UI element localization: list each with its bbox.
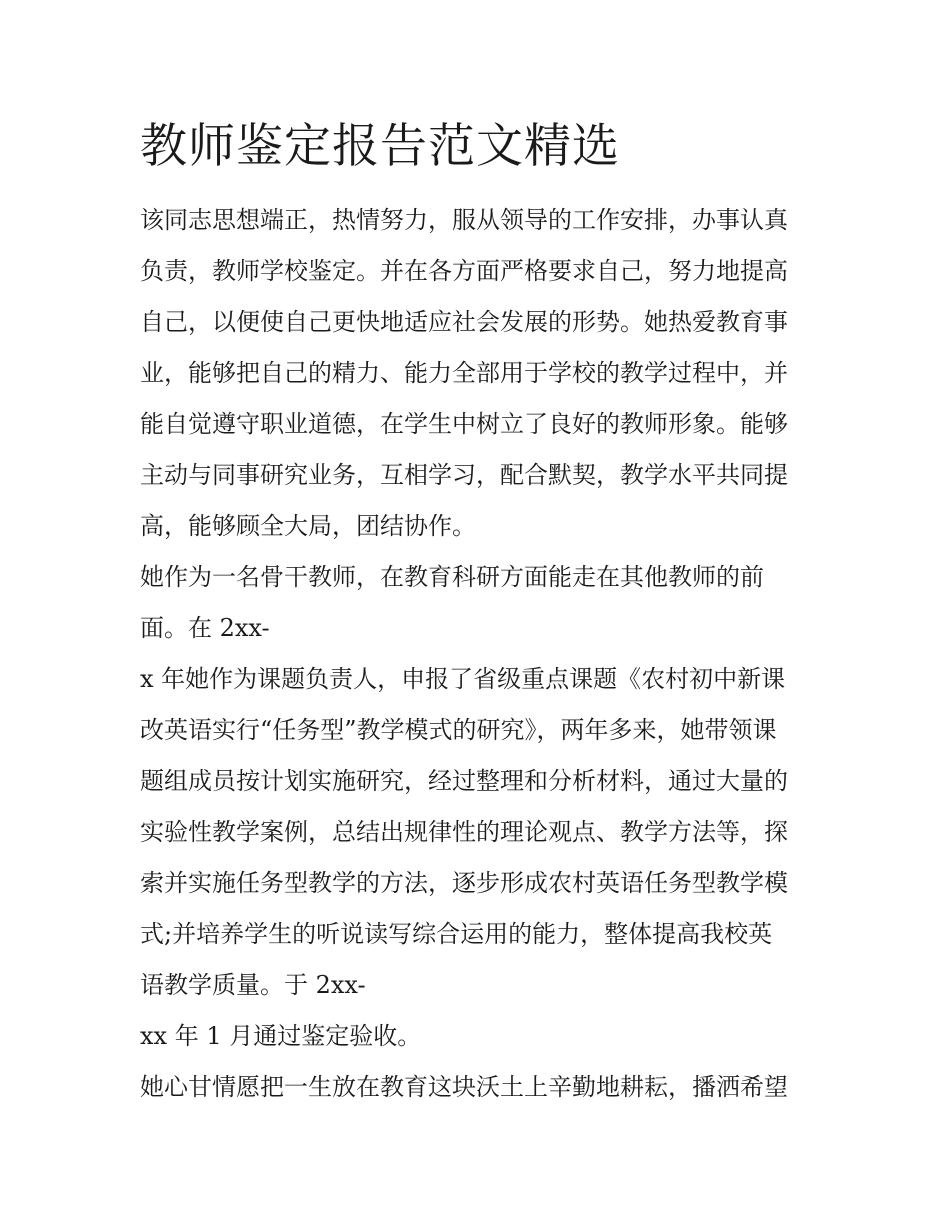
body-line: 改英语实行“任务型”教学模式的研究》，两年多来，她带领课 <box>140 716 777 744</box>
body-line: 面。在 2xx- <box>140 614 270 642</box>
body-line: 式;并培养学生的听说读写综合运用的能力，整体提高我校英 <box>140 920 773 948</box>
body-line: 她作为一名骨干教师，在教育科研方面能走在其他教师的前 <box>140 563 764 591</box>
body-line: 主动与同事研究业务，互相学习，配合默契，教学水平共同提 <box>140 461 788 489</box>
body-line: x 年她作为课题负责人，申报了省级重点课题《农村初中新课 <box>140 665 786 693</box>
body-line: 索并实施任务型教学的方法，逐步形成农村英语任务型教学模 <box>140 869 788 897</box>
body-line: 高，能够顾全大局，团结协作。 <box>140 512 476 540</box>
body-line: 实验性教学案例，总结出规律性的理论观点、教学方法等，探 <box>140 818 788 846</box>
body-line: 自己，以便使自己更快地适应社会发展的形势。她热爱教育事 <box>140 308 788 336</box>
body-line: xx 年 1 月通过鉴定验收。 <box>140 1022 422 1050</box>
document-title: 教师鉴定报告范文精选 <box>140 119 620 174</box>
body-line: 题组成员按计划实施研究，经过整理和分析材料，通过大量的 <box>140 767 788 795</box>
body-line: 她心甘情愿把一生放在教育这块沃土上辛勤地耕耘，播洒希望 <box>140 1073 788 1101</box>
body-line: 业，能够把自己的精力、能力全部用于学校的教学过程中，并 <box>140 359 788 387</box>
body-line: 能自觉遵守职业道德，在学生中树立了良好的教师形象。能够 <box>140 410 788 438</box>
body-line: 语教学质量。于 2xx- <box>140 971 366 999</box>
body-line: 负责，教师学校鉴定。并在各方面严格要求自己，努力地提高 <box>140 257 788 285</box>
body-line: 该同志思想端正，热情努力，服从领导的工作安排，办事认真 <box>140 206 788 234</box>
